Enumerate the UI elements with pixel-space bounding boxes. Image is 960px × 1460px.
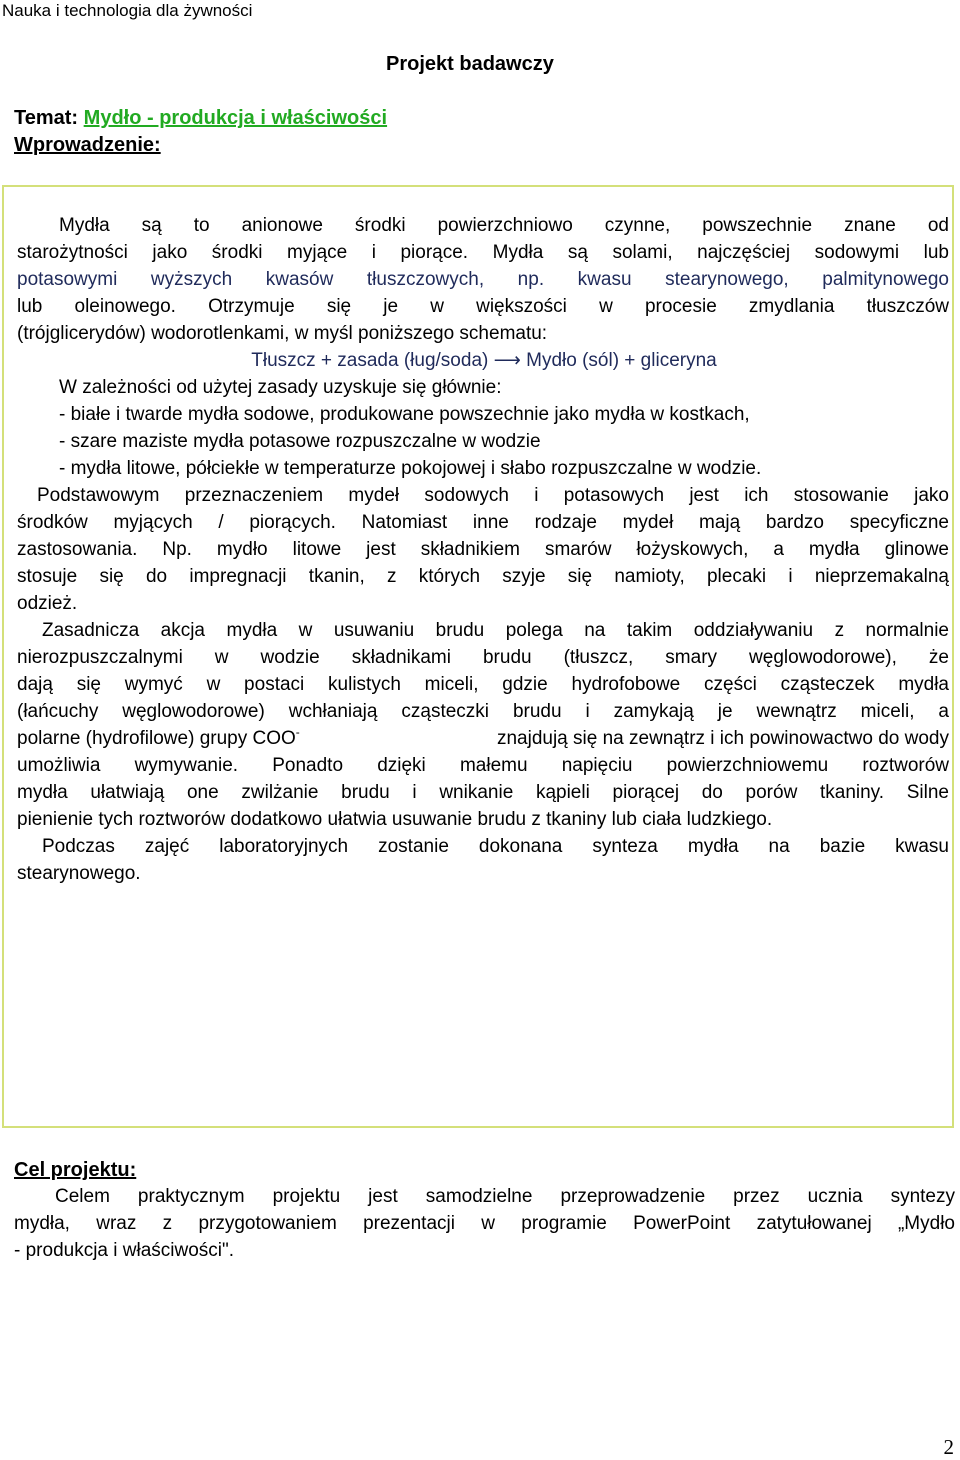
intro-line: stosuje się do impregnacji tkanin, z których szyje się namioty, plecaki i nieprzemakalną [17, 566, 949, 587]
intro-line [17, 725, 949, 752]
intro-line: potasowymi wyższych kwasów tłuszczowych, np. kwasu stearynowego, palmitynowego [17, 269, 949, 290]
goal-line: mydła, wraz z przygotowaniem prezentacji w programie PowerPoint zatytułowanej „Mydło [14, 1213, 955, 1234]
intro-line: starożytności jako środki myjące i piorące. Mydła są solami, najczęściej sodowymi lub [17, 242, 949, 263]
intro-line: dają się wymyć w postaci kulistych miceli, gdzie hydrofobowe części cząsteczek mydła [17, 674, 949, 695]
page-number: 2 [943, 1435, 954, 1459]
intro-line: odzież. [17, 593, 78, 614]
reaction-scheme: Tłuszcz + zasada (ług/soda) ⟶ Mydło (sól) + gliceryna [251, 350, 717, 371]
intro-line: nierozpuszczalnymi w wodzie składnikami brudu (tłuszcz, smary węglowodorowe), że [17, 647, 949, 668]
goal-line: - produkcja i właściwości". [14, 1240, 235, 1261]
intro-line: pienienie tych roztworów dodatkowo ułatwia usuwanie brudu z tkaniny lub ciała ludzkiego. [17, 809, 773, 830]
list-item: - białe i twarde mydła sodowe, produkowane powszechnie jako mydła w kostkach, [59, 404, 750, 425]
intro-line: (łańcuchy węglowodorowe) wchłaniają cząsteczki brudu i zamykają je wewnątrz miceli, a [17, 701, 949, 722]
intro-line: mydła ułatwiają one zwilżanie brudu i wnikanie kąpieli piorącej do porów tkaniny. Silne [17, 782, 949, 803]
running-header: Nauka i technologia dla żywności [2, 1, 253, 20]
goal-heading: Cel projektu: [14, 1159, 137, 1181]
goal-line: Celem praktycznym projektu jest samodzielne przeprowadzenie przez ucznia syntezy [55, 1186, 955, 1207]
intro-line: umożliwia wymywanie. Ponadto dzięki małemu napięciu powierzchniowemu roztworów [17, 755, 949, 776]
topic-label: Temat: [14, 107, 79, 129]
intro-line: Podstawowym przeznaczeniem mydeł sodowych i potasowych jest ich stosowanie jako [37, 485, 949, 506]
intro-heading: Wprowadzenie: [14, 134, 161, 156]
intro-line: lub oleinowego. Otrzymuje się je w większości w procesie zmydlania tłuszczów [17, 296, 949, 317]
intro-line: Podczas zajęć laboratoryjnych zostanie dokonana synteza mydła na bazie kwasu [42, 836, 949, 857]
intro-box [2, 185, 954, 1128]
superscript: - [295, 725, 300, 739]
intro-line: W zależności od użytej zasady uzyskuje się głównie: [59, 377, 502, 398]
intro-line: Mydła są to anionowe środki powierzchniowo czynne, powszechnie znane od [59, 215, 949, 236]
project-title: Projekt badawczy [386, 53, 554, 75]
intro-line: stearynowego. [17, 863, 141, 884]
intro-line: (trójglicerydów) wodorotlenkami, w myśl poniższego schematu: [17, 323, 548, 344]
list-item: - szare maziste mydła potasowe rozpuszczalne w wodzie [59, 431, 541, 452]
intro-line-part: znajdują się na zewnątrz i ich powinowactwo do wody [496, 728, 949, 749]
topic-link[interactable]: Mydło - produkcja i właściwości [83, 107, 388, 129]
intro-line: środków myjących / piorących. Natomiast inne rodzaje mydeł mają bardzo specyficzne [17, 512, 949, 533]
intro-line: Zasadnicza akcja mydła w usuwaniu brudu polega na takim oddziaływaniu z normalnie [42, 620, 949, 641]
topic-line [14, 104, 387, 132]
intro-line-part: polarne (hydrofilowe) grupy COO- [17, 725, 300, 749]
list-item: - mydła litowe, półciekłe w temperaturze pokojowej i słabo rozpuszczalne w wodzie. [59, 458, 762, 479]
intro-line: zastosowania. Np. mydło litowe jest składnikiem smarów łożyskowych, a mydła glinowe [17, 539, 949, 560]
